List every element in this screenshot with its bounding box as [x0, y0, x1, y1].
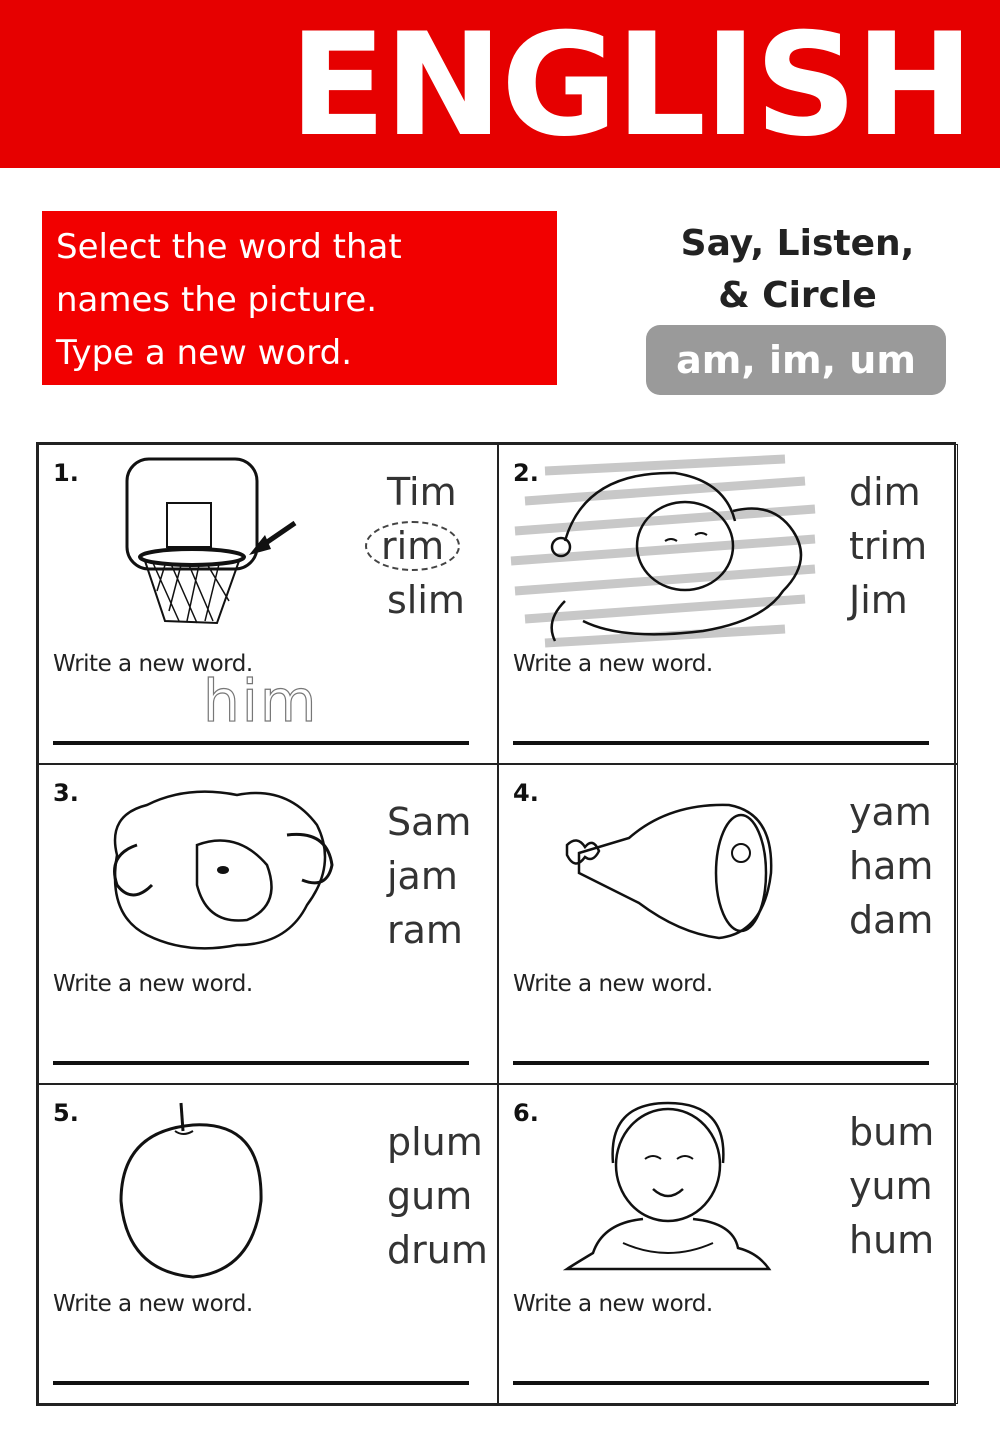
item-card-1 — [38, 444, 498, 764]
item-number: 6. — [513, 1099, 539, 1127]
heading-line: & Circle — [718, 275, 877, 316]
instruction-line: Select the word that — [56, 227, 402, 267]
item-card-2 — [498, 444, 958, 764]
word-choices — [387, 795, 471, 957]
word-choice-selected[interactable]: rim — [387, 519, 465, 573]
answer-line[interactable] — [513, 1381, 929, 1385]
answer-line[interactable] — [53, 1381, 469, 1385]
word-choice[interactable]: bum — [849, 1110, 935, 1154]
word-choice[interactable]: plum — [387, 1120, 483, 1164]
word-choices — [387, 1115, 488, 1277]
word-choice[interactable]: Jim — [849, 578, 908, 622]
word-choice[interactable]: ram — [387, 908, 463, 952]
page-title: ENGLISH — [289, 3, 972, 168]
write-prompt: Write a new word. — [53, 651, 253, 677]
word-choices — [849, 465, 927, 627]
word-choice[interactable]: slim — [387, 578, 465, 622]
word-choice[interactable]: drum — [387, 1228, 488, 1272]
item-card-5 — [38, 1084, 498, 1404]
answer-line[interactable] — [53, 741, 469, 745]
word-choices — [849, 785, 933, 947]
item-card-3 — [38, 764, 498, 1084]
sleeping-baby-icon — [505, 451, 825, 651]
answer-line[interactable] — [513, 1061, 929, 1065]
sounds-badge: am, im, um — [646, 325, 946, 395]
item-number: 4. — [513, 779, 539, 807]
item-number: 1. — [53, 459, 79, 487]
word-choice[interactable]: yum — [849, 1164, 933, 1208]
activity-heading — [650, 218, 945, 322]
item-number: 5. — [53, 1099, 79, 1127]
word-choice[interactable]: hum — [849, 1218, 935, 1262]
word-choice[interactable]: dam — [849, 898, 934, 942]
answer-line[interactable] — [53, 1061, 469, 1065]
word-choice[interactable]: ham — [849, 844, 934, 888]
word-choice[interactable]: Tim — [387, 470, 457, 514]
item-number: 3. — [53, 779, 79, 807]
write-prompt: Write a new word. — [513, 651, 713, 677]
heading-line: Say, Listen, — [680, 223, 915, 264]
write-prompt: Write a new word. — [53, 1291, 253, 1317]
plum-icon — [113, 1101, 273, 1281]
answer-line[interactable] — [513, 741, 929, 745]
item-number: 2. — [513, 459, 539, 487]
word-choices — [381, 465, 465, 627]
item-card-6 — [498, 1084, 958, 1404]
word-choice[interactable]: gum — [387, 1174, 473, 1218]
word-choice[interactable]: jam — [387, 854, 458, 898]
ham-icon — [559, 783, 789, 953]
word-choice[interactable]: trim — [849, 524, 928, 568]
word-choices — [849, 1105, 934, 1267]
ram-icon — [97, 775, 337, 955]
basketball-hoop-icon — [117, 451, 307, 636]
write-prompt: Write a new word. — [513, 971, 713, 997]
item-card-4 — [498, 764, 958, 1084]
write-prompt: Write a new word. — [53, 971, 253, 997]
header-banner — [0, 0, 1000, 168]
word-choice[interactable]: dim — [849, 470, 921, 514]
word-choice[interactable]: Sam — [387, 800, 472, 844]
word-choice[interactable]: yam — [849, 790, 932, 834]
humming-child-icon — [563, 1093, 773, 1283]
instruction-line: Type a new word. — [56, 333, 353, 373]
instructions-box — [42, 211, 557, 385]
instruction-line: names the picture. — [56, 280, 378, 320]
worksheet-grid — [36, 442, 956, 1406]
write-prompt: Write a new word. — [513, 1291, 713, 1317]
answer-text[interactable]: him — [203, 667, 319, 735]
